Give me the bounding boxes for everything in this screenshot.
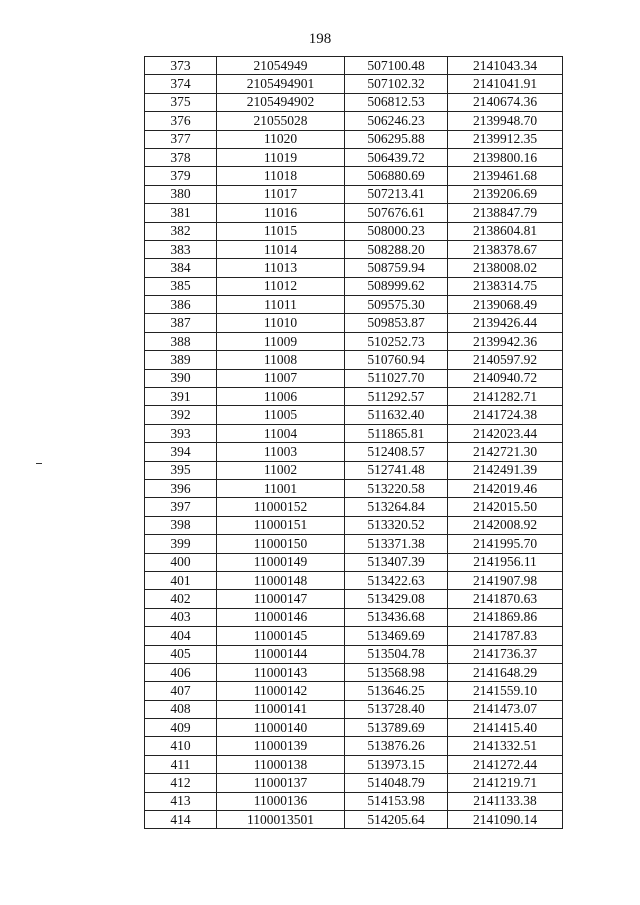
- x-coordinate-cell: 513973.15: [345, 755, 448, 773]
- table-row: [145, 737, 563, 755]
- x-coordinate-cell: 510760.94: [345, 351, 448, 369]
- row-index-cell: 405: [145, 645, 217, 663]
- point-id-cell: 11015: [217, 222, 345, 240]
- y-coordinate-cell: 2139461.68: [448, 167, 563, 185]
- y-coordinate-cell: 2139948.70: [448, 112, 563, 130]
- row-index-cell: 388: [145, 332, 217, 350]
- row-index-cell: 377: [145, 130, 217, 148]
- point-id-cell: 11000140: [217, 719, 345, 737]
- x-coordinate-cell: 507676.61: [345, 204, 448, 222]
- table-row: [145, 240, 563, 258]
- x-coordinate-cell: 513371.38: [345, 535, 448, 553]
- x-coordinate-cell: 514048.79: [345, 774, 448, 792]
- point-id-cell: 11014: [217, 240, 345, 258]
- table-row: [145, 57, 563, 75]
- table-row: [145, 424, 563, 442]
- table-row: [145, 369, 563, 387]
- point-id-cell: 11011: [217, 296, 345, 314]
- x-coordinate-cell: 513646.25: [345, 682, 448, 700]
- x-coordinate-cell: 511632.40: [345, 406, 448, 424]
- table-row: [145, 148, 563, 166]
- point-id-cell: 21055028: [217, 112, 345, 130]
- x-coordinate-cell: 506439.72: [345, 148, 448, 166]
- x-coordinate-cell: 513429.08: [345, 590, 448, 608]
- x-coordinate-cell: 508288.20: [345, 240, 448, 258]
- point-id-cell: 11000141: [217, 700, 345, 718]
- x-coordinate-cell: 513728.40: [345, 700, 448, 718]
- point-id-cell: 11000139: [217, 737, 345, 755]
- row-index-cell: 391: [145, 388, 217, 406]
- y-coordinate-cell: 2142019.46: [448, 479, 563, 497]
- table-row: [145, 93, 563, 111]
- y-coordinate-cell: 2142721.30: [448, 443, 563, 461]
- row-index-cell: 393: [145, 424, 217, 442]
- y-coordinate-cell: 2141090.14: [448, 811, 563, 829]
- row-index-cell: 383: [145, 240, 217, 258]
- x-coordinate-cell: 513220.58: [345, 479, 448, 497]
- table-row: [145, 443, 563, 461]
- point-id-cell: 11000148: [217, 571, 345, 589]
- table-row: [145, 167, 563, 185]
- y-coordinate-cell: 2141736.37: [448, 645, 563, 663]
- point-id-cell: 11005: [217, 406, 345, 424]
- table-row: [145, 516, 563, 534]
- point-id-cell: 11000145: [217, 627, 345, 645]
- y-coordinate-cell: 2141133.38: [448, 792, 563, 810]
- point-id-cell: 11000147: [217, 590, 345, 608]
- point-id-cell: 1100013501: [217, 811, 345, 829]
- x-coordinate-cell: 507213.41: [345, 185, 448, 203]
- y-coordinate-cell: 2138847.79: [448, 204, 563, 222]
- y-coordinate-cell: 2141870.63: [448, 590, 563, 608]
- y-coordinate-cell: 2142491.39: [448, 461, 563, 479]
- table-row: [145, 682, 563, 700]
- row-index-cell: 394: [145, 443, 217, 461]
- point-id-cell: 2105494901: [217, 75, 345, 93]
- y-coordinate-cell: 2140940.72: [448, 369, 563, 387]
- table-row: [145, 535, 563, 553]
- x-coordinate-cell: 514205.64: [345, 811, 448, 829]
- y-coordinate-cell: 2140674.36: [448, 93, 563, 111]
- table-row: [145, 571, 563, 589]
- y-coordinate-cell: 2141869.86: [448, 608, 563, 626]
- y-coordinate-cell: 2139912.35: [448, 130, 563, 148]
- point-id-cell: 11016: [217, 204, 345, 222]
- y-coordinate-cell: 2141648.29: [448, 663, 563, 681]
- x-coordinate-cell: 509853.87: [345, 314, 448, 332]
- y-coordinate-cell: 2138314.75: [448, 277, 563, 295]
- y-coordinate-cell: 2141473.07: [448, 700, 563, 718]
- row-index-cell: 392: [145, 406, 217, 424]
- scan-mark: [36, 463, 42, 464]
- table-row: [145, 204, 563, 222]
- point-id-cell: 2105494902: [217, 93, 345, 111]
- x-coordinate-cell: 513876.26: [345, 737, 448, 755]
- table-row: [145, 700, 563, 718]
- table-row: [145, 479, 563, 497]
- row-index-cell: 387: [145, 314, 217, 332]
- row-index-cell: 396: [145, 479, 217, 497]
- point-id-cell: 11000136: [217, 792, 345, 810]
- table-row: [145, 277, 563, 295]
- table-row: [145, 590, 563, 608]
- row-index-cell: 399: [145, 535, 217, 553]
- y-coordinate-cell: 2139942.36: [448, 332, 563, 350]
- row-index-cell: 411: [145, 755, 217, 773]
- point-id-cell: 11006: [217, 388, 345, 406]
- point-id-cell: 11012: [217, 277, 345, 295]
- coordinates-table-body: [145, 57, 563, 829]
- row-index-cell: 408: [145, 700, 217, 718]
- point-id-cell: 11018: [217, 167, 345, 185]
- row-index-cell: 379: [145, 167, 217, 185]
- row-index-cell: 373: [145, 57, 217, 75]
- y-coordinate-cell: 2138008.02: [448, 259, 563, 277]
- y-coordinate-cell: 2141956.11: [448, 553, 563, 571]
- y-coordinate-cell: 2138604.81: [448, 222, 563, 240]
- row-index-cell: 375: [145, 93, 217, 111]
- table-row: [145, 553, 563, 571]
- x-coordinate-cell: 511865.81: [345, 424, 448, 442]
- table-row: [145, 112, 563, 130]
- table-row: [145, 663, 563, 681]
- x-coordinate-cell: 507102.32: [345, 75, 448, 93]
- point-id-cell: 11004: [217, 424, 345, 442]
- y-coordinate-cell: 2141272.44: [448, 755, 563, 773]
- table-row: [145, 792, 563, 810]
- table-row: [145, 388, 563, 406]
- table-row: [145, 755, 563, 773]
- y-coordinate-cell: 2142015.50: [448, 498, 563, 516]
- point-id-cell: 11000143: [217, 663, 345, 681]
- y-coordinate-cell: 2139206.69: [448, 185, 563, 203]
- row-index-cell: 397: [145, 498, 217, 516]
- y-coordinate-cell: 2141282.71: [448, 388, 563, 406]
- table-row: [145, 314, 563, 332]
- row-index-cell: 385: [145, 277, 217, 295]
- row-index-cell: 401: [145, 571, 217, 589]
- table-row: [145, 406, 563, 424]
- x-coordinate-cell: 513407.39: [345, 553, 448, 571]
- y-coordinate-cell: 2141907.98: [448, 571, 563, 589]
- x-coordinate-cell: 512408.57: [345, 443, 448, 461]
- row-index-cell: 400: [145, 553, 217, 571]
- point-id-cell: 11008: [217, 351, 345, 369]
- y-coordinate-cell: 2139426.44: [448, 314, 563, 332]
- point-id-cell: 11010: [217, 314, 345, 332]
- row-index-cell: 395: [145, 461, 217, 479]
- y-coordinate-cell: 2141043.34: [448, 57, 563, 75]
- table-row: [145, 627, 563, 645]
- x-coordinate-cell: 509575.30: [345, 296, 448, 314]
- point-id-cell: 11000152: [217, 498, 345, 516]
- row-index-cell: 386: [145, 296, 217, 314]
- x-coordinate-cell: 508999.62: [345, 277, 448, 295]
- table-row: [145, 645, 563, 663]
- point-id-cell: 11017: [217, 185, 345, 203]
- row-index-cell: 390: [145, 369, 217, 387]
- x-coordinate-cell: 511027.70: [345, 369, 448, 387]
- row-index-cell: 412: [145, 774, 217, 792]
- y-coordinate-cell: 2141724.38: [448, 406, 563, 424]
- y-coordinate-cell: 2141559.10: [448, 682, 563, 700]
- row-index-cell: 381: [145, 204, 217, 222]
- row-index-cell: 413: [145, 792, 217, 810]
- x-coordinate-cell: 510252.73: [345, 332, 448, 350]
- point-id-cell: 11000142: [217, 682, 345, 700]
- y-coordinate-cell: 2141415.40: [448, 719, 563, 737]
- point-id-cell: 11009: [217, 332, 345, 350]
- x-coordinate-cell: 513789.69: [345, 719, 448, 737]
- row-index-cell: 389: [145, 351, 217, 369]
- x-coordinate-cell: 507100.48: [345, 57, 448, 75]
- table-row: [145, 75, 563, 93]
- row-index-cell: 406: [145, 663, 217, 681]
- table-row: [145, 608, 563, 626]
- table-row: [145, 332, 563, 350]
- table-row: [145, 719, 563, 737]
- y-coordinate-cell: 2141219.71: [448, 774, 563, 792]
- y-coordinate-cell: 2139068.49: [448, 296, 563, 314]
- row-index-cell: 378: [145, 148, 217, 166]
- row-index-cell: 380: [145, 185, 217, 203]
- row-index-cell: 384: [145, 259, 217, 277]
- table-row: [145, 774, 563, 792]
- row-index-cell: 407: [145, 682, 217, 700]
- row-index-cell: 376: [145, 112, 217, 130]
- x-coordinate-cell: 508000.23: [345, 222, 448, 240]
- y-coordinate-cell: 2138378.67: [448, 240, 563, 258]
- point-id-cell: 11000150: [217, 535, 345, 553]
- table-row: [145, 498, 563, 516]
- y-coordinate-cell: 2141332.51: [448, 737, 563, 755]
- x-coordinate-cell: 513320.52: [345, 516, 448, 534]
- point-id-cell: 11000137: [217, 774, 345, 792]
- y-coordinate-cell: 2141787.83: [448, 627, 563, 645]
- table-row: [145, 222, 563, 240]
- point-id-cell: 11013: [217, 259, 345, 277]
- x-coordinate-cell: 511292.57: [345, 388, 448, 406]
- x-coordinate-cell: 513264.84: [345, 498, 448, 516]
- x-coordinate-cell: 508759.94: [345, 259, 448, 277]
- table-row: [145, 296, 563, 314]
- point-id-cell: 11000146: [217, 608, 345, 626]
- row-index-cell: 410: [145, 737, 217, 755]
- y-coordinate-cell: 2141041.91: [448, 75, 563, 93]
- y-coordinate-cell: 2139800.16: [448, 148, 563, 166]
- x-coordinate-cell: 513422.63: [345, 571, 448, 589]
- table-row: [145, 351, 563, 369]
- table-row: [145, 185, 563, 203]
- table-row: [145, 259, 563, 277]
- row-index-cell: 404: [145, 627, 217, 645]
- x-coordinate-cell: 513568.98: [345, 663, 448, 681]
- row-index-cell: 374: [145, 75, 217, 93]
- y-coordinate-cell: 2142008.92: [448, 516, 563, 534]
- point-id-cell: 11000151: [217, 516, 345, 534]
- coordinates-table: [144, 56, 563, 829]
- y-coordinate-cell: 2141995.70: [448, 535, 563, 553]
- point-id-cell: 11000144: [217, 645, 345, 663]
- row-index-cell: 414: [145, 811, 217, 829]
- x-coordinate-cell: 513469.69: [345, 627, 448, 645]
- y-coordinate-cell: 2142023.44: [448, 424, 563, 442]
- table-row: [145, 811, 563, 829]
- point-id-cell: 11000149: [217, 553, 345, 571]
- x-coordinate-cell: 506812.53: [345, 93, 448, 111]
- row-index-cell: 402: [145, 590, 217, 608]
- point-id-cell: 11003: [217, 443, 345, 461]
- row-index-cell: 409: [145, 719, 217, 737]
- page-number: 198: [308, 31, 332, 47]
- row-index-cell: 398: [145, 516, 217, 534]
- table-row: [145, 461, 563, 479]
- x-coordinate-cell: 506295.88: [345, 130, 448, 148]
- point-id-cell: 11000138: [217, 755, 345, 773]
- x-coordinate-cell: 514153.98: [345, 792, 448, 810]
- point-id-cell: 11019: [217, 148, 345, 166]
- point-id-cell: 11001: [217, 479, 345, 497]
- x-coordinate-cell: 513436.68: [345, 608, 448, 626]
- x-coordinate-cell: 506246.23: [345, 112, 448, 130]
- x-coordinate-cell: 512741.48: [345, 461, 448, 479]
- point-id-cell: 21054949: [217, 57, 345, 75]
- table-row: [145, 130, 563, 148]
- x-coordinate-cell: 513504.78: [345, 645, 448, 663]
- y-coordinate-cell: 2140597.92: [448, 351, 563, 369]
- point-id-cell: 11002: [217, 461, 345, 479]
- point-id-cell: 11007: [217, 369, 345, 387]
- point-id-cell: 11020: [217, 130, 345, 148]
- x-coordinate-cell: 506880.69: [345, 167, 448, 185]
- row-index-cell: 403: [145, 608, 217, 626]
- row-index-cell: 382: [145, 222, 217, 240]
